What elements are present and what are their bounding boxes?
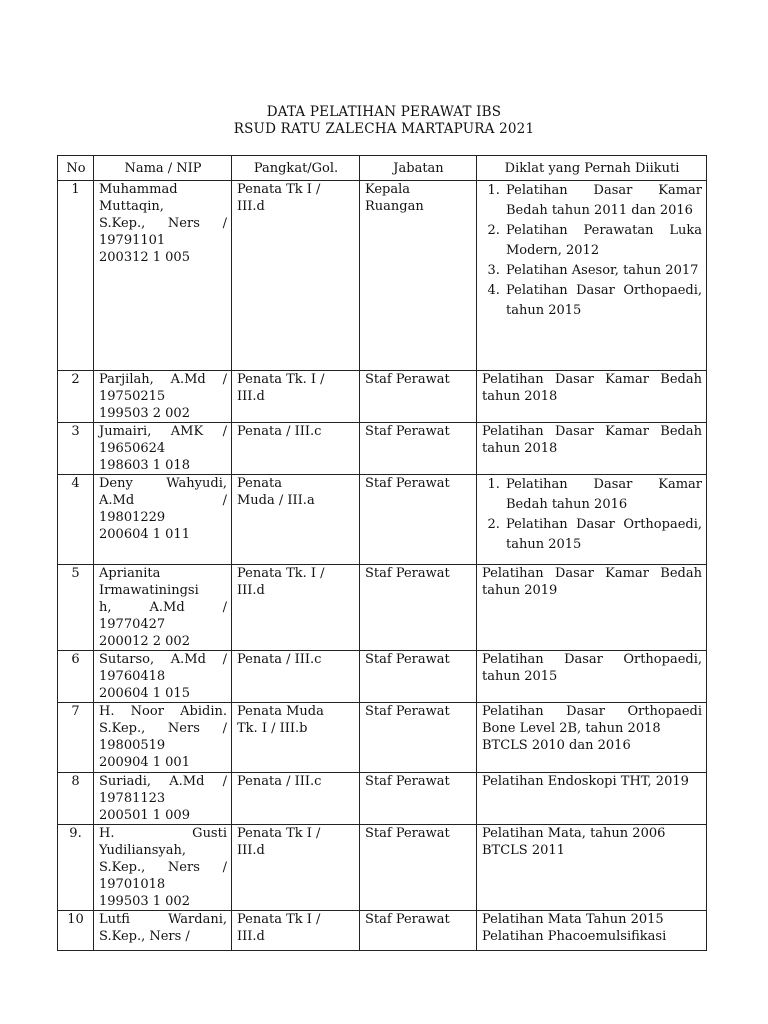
table-row	[58, 371, 707, 423]
document-subtitle: RSUD RATU ZALECHA MARTAPURA 2021	[233, 121, 535, 137]
jabatan-line: Staf Perawat	[365, 704, 450, 719]
pangkat-line: III.d	[237, 389, 265, 404]
name-nip-line: 200012 2 002	[99, 634, 190, 649]
row-number: 5	[58, 565, 94, 651]
row-number: 1	[58, 181, 94, 371]
name-nip-line: Suriadi, A.Md /	[99, 774, 227, 789]
name-nip-line: 199503 1 002	[99, 894, 190, 909]
pangkat-line: III.d	[237, 583, 265, 598]
pangkat-line: Penata	[237, 476, 282, 491]
diklat-cell	[477, 371, 707, 423]
pangkat-line: Penata / III.c	[237, 774, 322, 789]
name-nip-cell	[94, 475, 232, 565]
diklat-list-item: 4. Pelatihan Dasar Orthopaedi, tahun 2015	[504, 281, 702, 321]
table-body	[58, 181, 707, 951]
name-nip-cell	[94, 423, 232, 475]
table-row	[58, 911, 707, 951]
jabatan-cell	[360, 181, 477, 371]
diklat-cell	[477, 565, 707, 651]
name-nip-line: Aprianita	[99, 566, 161, 581]
pangkat-line: Penata / III.c	[237, 424, 322, 439]
diklat-cell	[477, 911, 707, 951]
jabatan-cell	[360, 825, 477, 911]
name-nip-line: A.Md /	[99, 493, 227, 508]
name-nip-line: Parjilah, A.Md /	[99, 372, 227, 387]
table-row	[58, 565, 707, 651]
diklat-cell	[477, 703, 707, 773]
name-nip-line: 200604 1 015	[99, 686, 190, 701]
diklat-entry: Pelatihan Mata Tahun 2015	[482, 912, 664, 927]
pangkat-line: III.d	[237, 199, 265, 214]
diklat-cell	[477, 651, 707, 703]
jabatan-line: Staf Perawat	[365, 826, 450, 841]
name-nip-cell	[94, 703, 232, 773]
jabatan-cell	[360, 475, 477, 565]
header-no: No	[58, 156, 94, 181]
jabatan-cell	[360, 651, 477, 703]
jabatan-line: Kepala	[365, 182, 411, 197]
jabatan-cell	[360, 773, 477, 825]
diklat-cell	[477, 773, 707, 825]
name-nip-cell	[94, 181, 232, 371]
diklat-entry: Pelatihan Phacoemulsifikasi	[482, 929, 667, 944]
row-number: 2	[58, 371, 94, 423]
diklat-cell	[477, 475, 707, 565]
pangkat-cell	[232, 703, 360, 773]
name-nip-line: 200904 1 001	[99, 755, 190, 770]
name-nip-line: S.Kep., Ners /	[99, 721, 227, 736]
header-diklat: Diklat yang Pernah Diikuti	[477, 156, 707, 181]
name-nip-line: 19650624	[99, 441, 166, 456]
name-nip-cell	[94, 911, 232, 951]
header-jabatan: Jabatan	[360, 156, 477, 181]
pangkat-line: Penata Tk. I /	[237, 372, 325, 387]
pangkat-line: Penata Tk I /	[237, 182, 321, 197]
name-nip-line: Muhammad	[99, 182, 178, 197]
name-nip-line: 19760418	[99, 669, 166, 684]
jabatan-line: Staf Perawat	[365, 476, 450, 491]
pangkat-line: III.d	[237, 929, 265, 944]
name-nip-line: Jumairi, AMK /	[99, 424, 227, 439]
pangkat-cell	[232, 475, 360, 565]
pangkat-line: Muda / III.a	[237, 493, 315, 508]
name-nip-line: Yudiliansyah,	[99, 843, 187, 858]
name-nip-line: H. Gusti	[99, 826, 227, 841]
diklat-list-item: 3. Pelatihan Asesor, tahun 2017	[504, 261, 702, 281]
diklat-entry: Pelatihan Dasar Kamar Bedah tahun 2018	[482, 372, 702, 404]
diklat-entry: BTCLS 2010 dan 2016	[482, 738, 631, 753]
name-nip-line: 19800519	[99, 738, 166, 753]
pangkat-cell	[232, 773, 360, 825]
pangkat-line: III.d	[237, 843, 265, 858]
pangkat-line: Penata Tk I /	[237, 826, 321, 841]
diklat-list-item: 2. Pelatihan Perawatan Luka Modern, 2012	[504, 221, 702, 261]
diklat-entry: Pelatihan Mata, tahun 2006	[482, 826, 666, 841]
diklat-cell	[477, 423, 707, 475]
name-nip-line: h, A.Md /	[99, 600, 227, 615]
jabatan-cell	[360, 703, 477, 773]
row-number: 8	[58, 773, 94, 825]
diklat-list	[482, 475, 702, 555]
table-row	[58, 703, 707, 773]
jabatan-line: Staf Perawat	[365, 912, 450, 927]
name-nip-line: Muttaqin,	[99, 199, 164, 214]
name-nip-cell	[94, 825, 232, 911]
pangkat-line: Penata Tk. I /	[237, 566, 325, 581]
table-row	[58, 773, 707, 825]
table-row	[58, 651, 707, 703]
pangkat-cell	[232, 565, 360, 651]
diklat-list-item: 1. Pelatihan Dasar Kamar Bedah tahun 2011 dan 2016	[504, 181, 702, 221]
name-nip-line: 200604 1 011	[99, 527, 190, 542]
row-number: 7	[58, 703, 94, 773]
name-nip-line: 198603 1 018	[99, 458, 190, 473]
name-nip-line: 200312 1 005	[99, 250, 190, 265]
row-number: 4	[58, 475, 94, 565]
name-nip-line: 19701018	[99, 877, 166, 892]
table-row	[58, 825, 707, 911]
name-nip-line: Deny Wahyudi,	[99, 476, 227, 491]
name-nip-line: S.Kep., Ners /	[99, 216, 227, 231]
name-nip-line: 199503 2 002	[99, 406, 190, 421]
name-nip-line: 19781123	[99, 791, 166, 806]
jabatan-cell	[360, 371, 477, 423]
name-nip-cell	[94, 565, 232, 651]
pangkat-cell	[232, 825, 360, 911]
jabatan-cell	[360, 423, 477, 475]
table-row	[58, 423, 707, 475]
diklat-entry: BTCLS 2011	[482, 843, 565, 858]
table-header-row	[58, 156, 707, 181]
jabatan-line: Ruangan	[365, 199, 424, 214]
row-number: 10	[58, 911, 94, 951]
pangkat-line: Penata Tk I /	[237, 912, 321, 927]
pangkat-cell	[232, 423, 360, 475]
row-number: 3	[58, 423, 94, 475]
name-nip-line: 19770427	[99, 617, 166, 632]
diklat-entry: Pelatihan Dasar Orthopaedi, tahun 2015	[482, 652, 702, 684]
name-nip-line: 19791101	[99, 233, 166, 248]
pangkat-cell	[232, 911, 360, 951]
pangkat-cell	[232, 181, 360, 371]
pangkat-cell	[232, 371, 360, 423]
jabatan-line: Staf Perawat	[365, 652, 450, 667]
name-nip-line: Sutarso, A.Md /	[99, 652, 227, 667]
diklat-cell	[477, 825, 707, 911]
row-number: 6	[58, 651, 94, 703]
jabatan-cell	[360, 911, 477, 951]
name-nip-line: 200501 1 009	[99, 808, 190, 823]
diklat-cell	[477, 181, 707, 371]
header-pangkat: Pangkat/Gol.	[232, 156, 360, 181]
diklat-entry: Pelatihan Dasar Orthopaedi Bone Level 2B, tahun 2018	[482, 704, 702, 736]
name-nip-cell	[94, 651, 232, 703]
pangkat-line: Penata / III.c	[237, 652, 322, 667]
table-row	[58, 181, 707, 371]
jabatan-line: Staf Perawat	[365, 372, 450, 387]
name-nip-cell	[94, 773, 232, 825]
training-table	[57, 155, 707, 951]
name-nip-line: S.Kep., Ners /	[99, 860, 227, 875]
name-nip-line: 19750215	[99, 389, 166, 404]
name-nip-cell	[94, 371, 232, 423]
diklat-list-item: 2. Pelatihan Dasar Orthopaedi, tahun 2015	[504, 515, 702, 555]
jabatan-line: Staf Perawat	[365, 774, 450, 789]
pangkat-line: Penata Muda	[237, 704, 324, 719]
jabatan-line: Staf Perawat	[365, 566, 450, 581]
header-nama-nip: Nama / NIP	[94, 156, 232, 181]
diklat-entry: Pelatihan Dasar Kamar Bedah tahun 2018	[482, 424, 702, 456]
row-number: 9.	[58, 825, 94, 911]
jabatan-cell	[360, 565, 477, 651]
jabatan-line: Staf Perawat	[365, 424, 450, 439]
name-nip-line: 19801229	[99, 510, 166, 525]
pangkat-cell	[232, 651, 360, 703]
name-nip-line: H. Noor Abidin.	[99, 704, 227, 719]
diklat-list-item: 1. Pelatihan Dasar Kamar Bedah tahun 2016	[504, 475, 702, 515]
diklat-entry: Pelatihan Endoskopi THT, 2019	[482, 774, 689, 789]
table-row	[58, 475, 707, 565]
pangkat-line: Tk. I / III.b	[237, 721, 308, 736]
diklat-list	[482, 181, 702, 321]
name-nip-line: Irmawatiningsi	[99, 583, 199, 598]
diklat-entry: Pelatihan Dasar Kamar Bedah tahun 2019	[482, 566, 702, 598]
name-nip-line: Lutfi Wardani,	[99, 912, 227, 927]
document-title: DATA PELATIHAN PERAWAT IBS	[266, 104, 502, 120]
name-nip-line: S.Kep., Ners /	[99, 929, 190, 944]
